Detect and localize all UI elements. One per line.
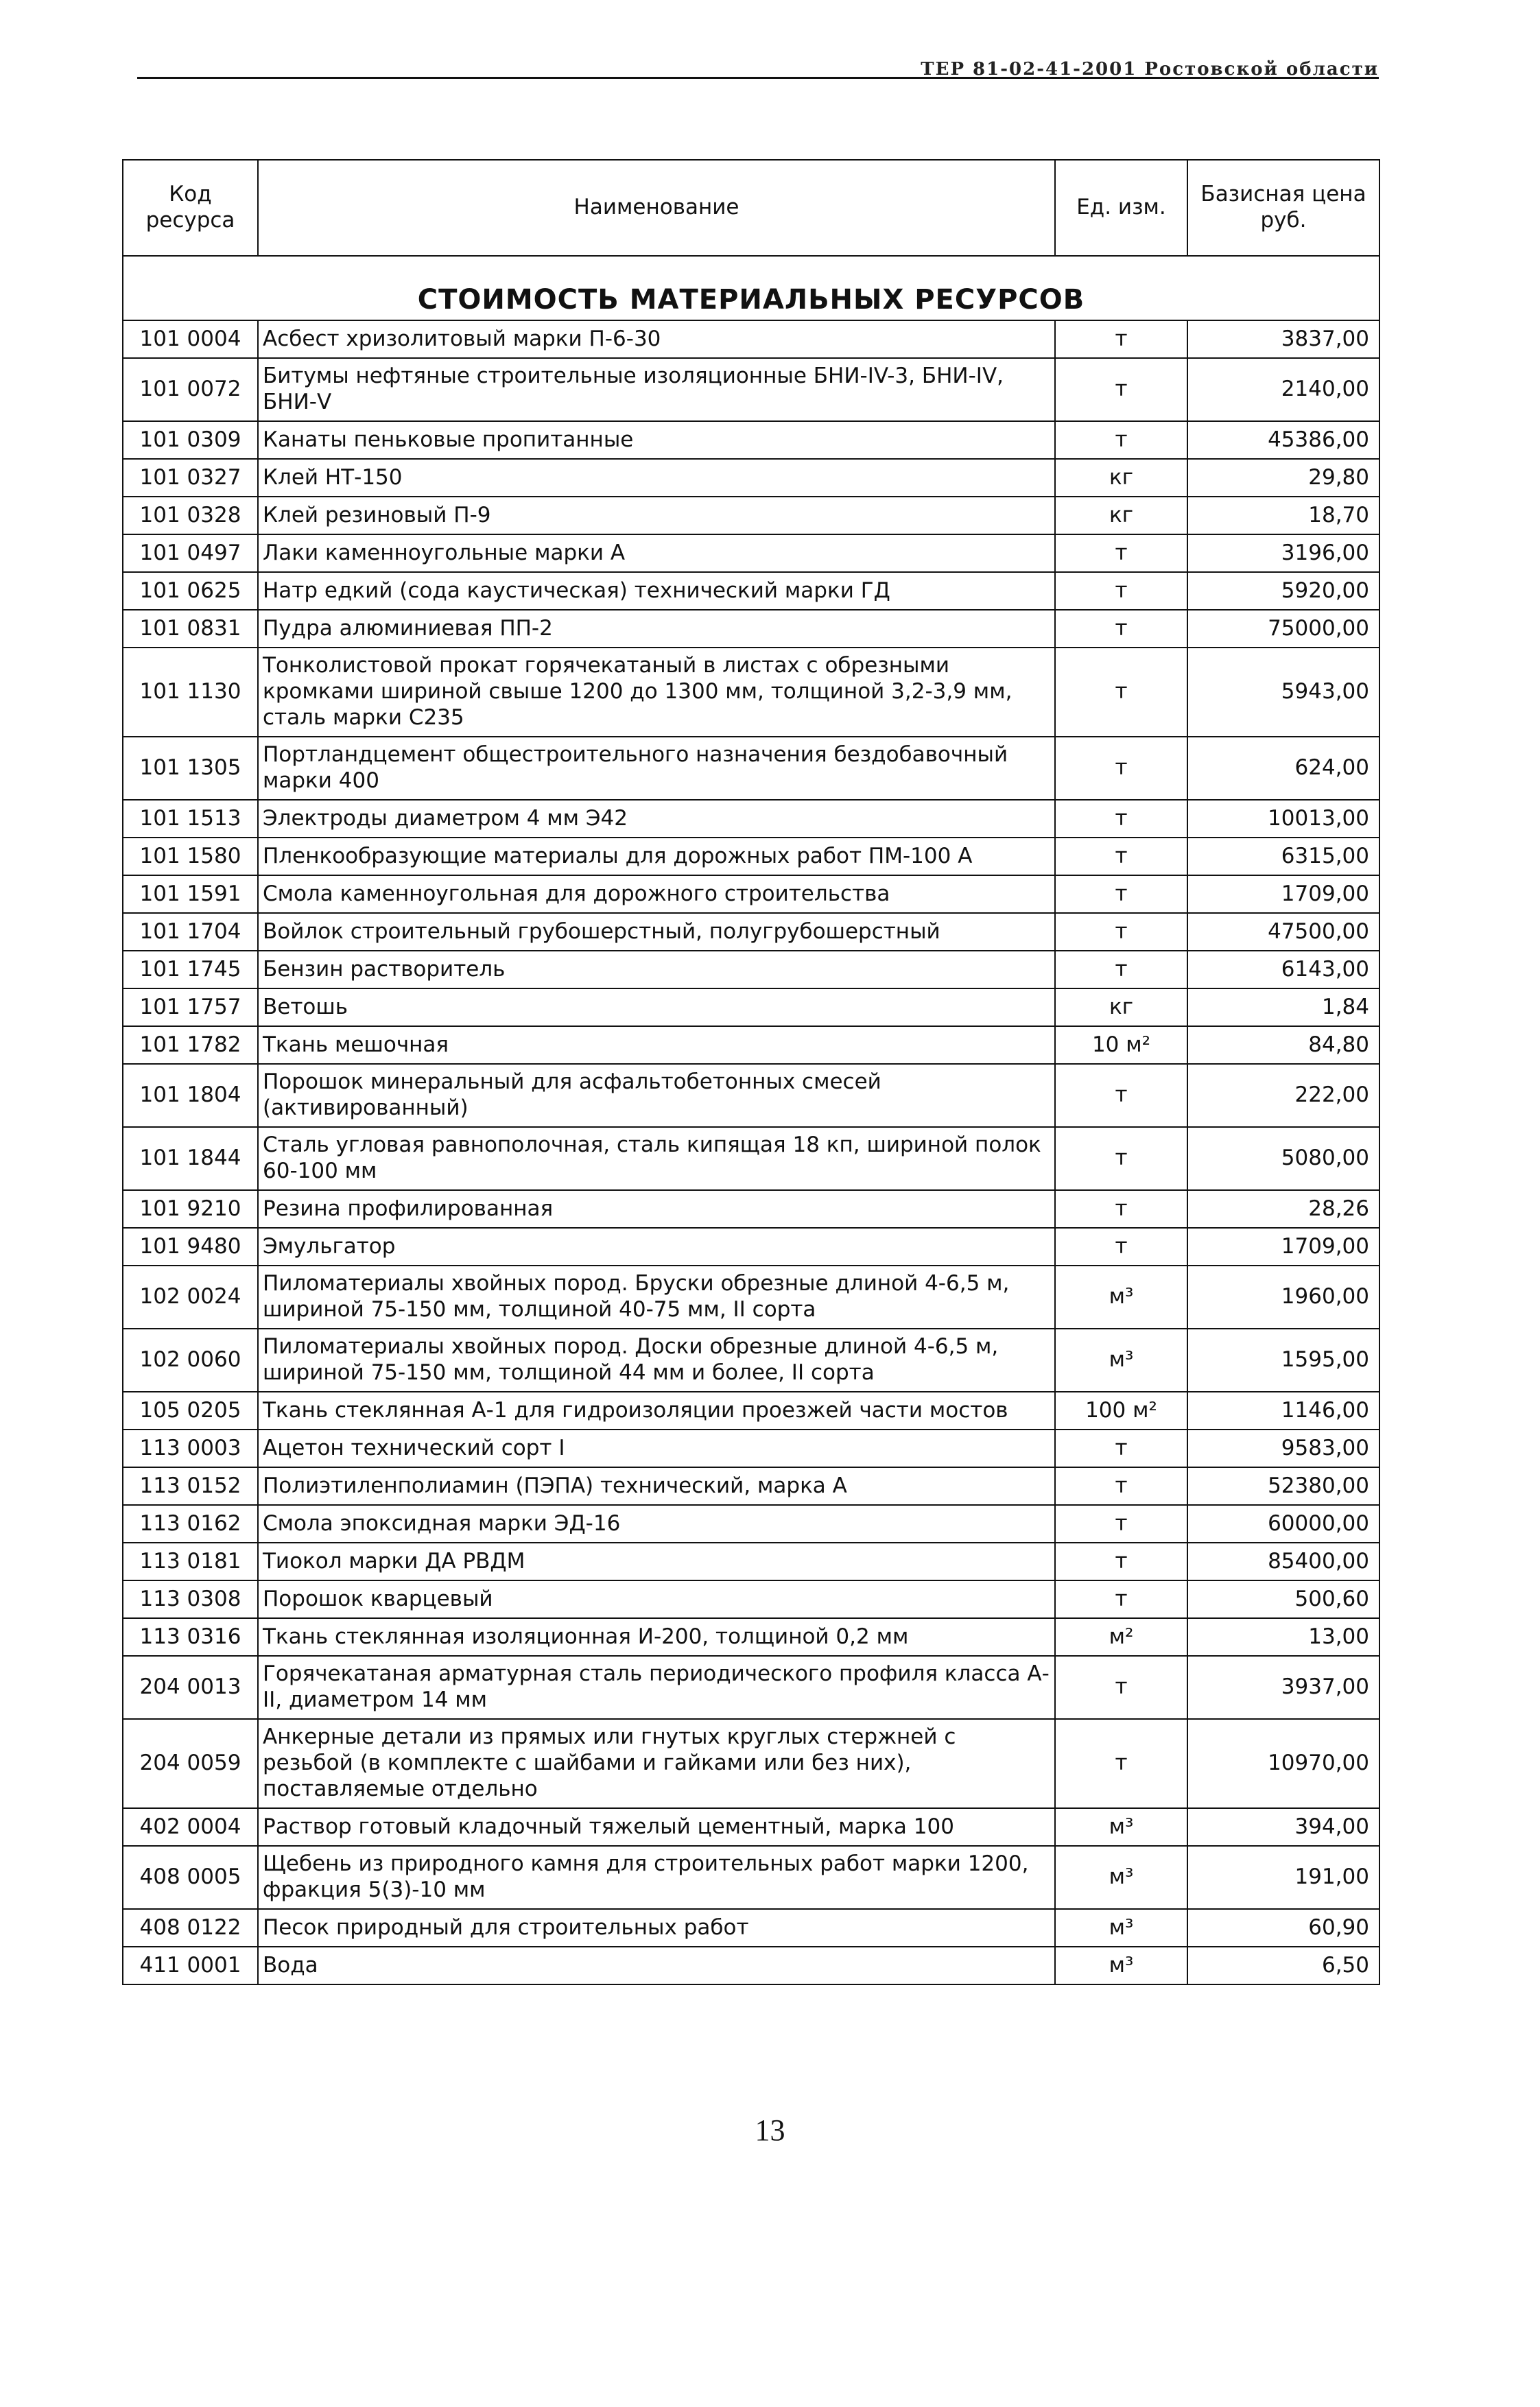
resource-price: 624,00 bbox=[1187, 737, 1379, 800]
table-row bbox=[123, 1846, 1379, 1909]
resource-unit: т bbox=[1055, 534, 1187, 572]
resource-code: 204 0059 bbox=[123, 1719, 258, 1808]
resource-price: 1709,00 bbox=[1187, 1228, 1379, 1266]
table-row bbox=[123, 838, 1379, 875]
table-row bbox=[123, 497, 1379, 534]
resource-code: 113 0003 bbox=[123, 1430, 258, 1467]
resource-price: 52380,00 bbox=[1187, 1467, 1379, 1505]
resource-code: 101 1580 bbox=[123, 838, 258, 875]
table-row bbox=[123, 1505, 1379, 1543]
header-price: Базисная цена руб. bbox=[1187, 160, 1379, 256]
resource-name: Битумы нефтяные строительные изоляционные БНИ-IV-3, БНИ-IV, БНИ-V bbox=[258, 358, 1055, 421]
resource-code: 101 0072 bbox=[123, 358, 258, 421]
resource-price: 6315,00 bbox=[1187, 838, 1379, 875]
table-row bbox=[123, 800, 1379, 838]
resource-unit: т bbox=[1055, 421, 1187, 459]
resource-name: Пиломатериалы хвойных пород. Доски обрезные длиной 4-6,5 м, шириной 75-150 мм, толщиной 44 мм и более, II сорта bbox=[258, 1329, 1055, 1392]
resource-name: Клей НТ-150 bbox=[258, 459, 1055, 497]
table-header-row bbox=[123, 160, 1379, 256]
resource-code: 411 0001 bbox=[123, 1947, 258, 1984]
resource-price: 1146,00 bbox=[1187, 1392, 1379, 1430]
resource-unit: т bbox=[1055, 1430, 1187, 1467]
table-row bbox=[123, 1392, 1379, 1430]
table-row bbox=[123, 1064, 1379, 1127]
resource-unit: т bbox=[1055, 1467, 1187, 1505]
resource-price: 45386,00 bbox=[1187, 421, 1379, 459]
resource-name: Пудра алюминиевая ПП-2 bbox=[258, 610, 1055, 648]
resource-code: 113 0181 bbox=[123, 1543, 258, 1580]
resource-unit: т bbox=[1055, 572, 1187, 610]
resource-name: Асбест хризолитовый марки П-6-30 bbox=[258, 320, 1055, 358]
table-row bbox=[123, 951, 1379, 988]
resource-unit: т bbox=[1055, 1656, 1187, 1719]
resource-price: 60,90 bbox=[1187, 1909, 1379, 1947]
resource-unit: 100 м² bbox=[1055, 1392, 1187, 1430]
resource-unit: т bbox=[1055, 320, 1187, 358]
resource-price: 1709,00 bbox=[1187, 875, 1379, 913]
resource-price: 1595,00 bbox=[1187, 1329, 1379, 1392]
resource-code: 101 0309 bbox=[123, 421, 258, 459]
resource-name: Порошок кварцевый bbox=[258, 1580, 1055, 1618]
resource-name: Эмульгатор bbox=[258, 1228, 1055, 1266]
resource-price: 28,26 bbox=[1187, 1190, 1379, 1228]
resource-unit: м³ bbox=[1055, 1266, 1187, 1329]
table-row bbox=[123, 737, 1379, 800]
resource-price: 60000,00 bbox=[1187, 1505, 1379, 1543]
header-unit: Ед. изм. bbox=[1055, 160, 1187, 256]
resource-code: 101 1704 bbox=[123, 913, 258, 951]
resource-price: 10970,00 bbox=[1187, 1719, 1379, 1808]
resource-code: 113 0162 bbox=[123, 1505, 258, 1543]
resource-unit: т bbox=[1055, 1580, 1187, 1618]
table-row bbox=[123, 1228, 1379, 1266]
resource-name: Канаты пеньковые пропитанные bbox=[258, 421, 1055, 459]
resource-code: 101 1844 bbox=[123, 1127, 258, 1190]
resource-unit: т bbox=[1055, 1543, 1187, 1580]
resource-code: 101 0327 bbox=[123, 459, 258, 497]
resource-unit: т bbox=[1055, 1228, 1187, 1266]
table-row bbox=[123, 459, 1379, 497]
resource-name: Тонколистовой прокат горячекатаный в листах с обрезными кромками шириной свыше 1200 до 1300 мм, толщиной 3,2-3,9 мм, сталь марки С235 bbox=[258, 648, 1055, 737]
resource-price: 6143,00 bbox=[1187, 951, 1379, 988]
resource-unit: т bbox=[1055, 1190, 1187, 1228]
header-code: Код ресурса bbox=[123, 160, 258, 256]
resource-price: 3937,00 bbox=[1187, 1656, 1379, 1719]
table-row bbox=[123, 1909, 1379, 1947]
resource-name: Войлок строительный грубошерстный, полугрубошерстный bbox=[258, 913, 1055, 951]
resource-price: 75000,00 bbox=[1187, 610, 1379, 648]
resource-unit: м² bbox=[1055, 1618, 1187, 1656]
resource-name: Ткань стеклянная изоляционная И-200, толщиной 0,2 мм bbox=[258, 1618, 1055, 1656]
resource-code: 101 9480 bbox=[123, 1228, 258, 1266]
resource-unit: т bbox=[1055, 610, 1187, 648]
resource-unit: т bbox=[1055, 648, 1187, 737]
table-row bbox=[123, 1719, 1379, 1808]
table-row bbox=[123, 1329, 1379, 1392]
resource-unit: т bbox=[1055, 1064, 1187, 1127]
resource-price: 3196,00 bbox=[1187, 534, 1379, 572]
resource-name: Анкерные детали из прямых или гнутых круглых стержней с резьбой (в комплекте с шайбами и гайками или без них), поставляемые отдельно bbox=[258, 1719, 1055, 1808]
resource-code: 101 1757 bbox=[123, 988, 258, 1026]
resource-code: 113 0316 bbox=[123, 1618, 258, 1656]
resource-code: 101 1804 bbox=[123, 1064, 258, 1127]
resource-unit: т bbox=[1055, 737, 1187, 800]
resource-price: 191,00 bbox=[1187, 1846, 1379, 1909]
resource-code: 101 0625 bbox=[123, 572, 258, 610]
resource-price: 5080,00 bbox=[1187, 1127, 1379, 1190]
resource-unit: т bbox=[1055, 838, 1187, 875]
resource-name: Ткань мешочная bbox=[258, 1026, 1055, 1064]
table-row bbox=[123, 1430, 1379, 1467]
resource-unit: т bbox=[1055, 913, 1187, 951]
resource-unit: кг bbox=[1055, 988, 1187, 1026]
table-row bbox=[123, 913, 1379, 951]
resource-name: Лаки каменноугольные марки А bbox=[258, 534, 1055, 572]
table-row bbox=[123, 1580, 1379, 1618]
resource-unit: т bbox=[1055, 800, 1187, 838]
resource-unit: т bbox=[1055, 1719, 1187, 1808]
table-row bbox=[123, 358, 1379, 421]
resource-code: 101 1591 bbox=[123, 875, 258, 913]
resource-name: Песок природный для строительных работ bbox=[258, 1909, 1055, 1947]
resource-name: Ветошь bbox=[258, 988, 1055, 1026]
table-row bbox=[123, 421, 1379, 459]
resource-name: Ацетон технический сорт I bbox=[258, 1430, 1055, 1467]
page-number: 13 bbox=[755, 2113, 785, 2147]
table-row bbox=[123, 1947, 1379, 1984]
resource-name: Вода bbox=[258, 1947, 1055, 1984]
resource-name: Сталь угловая равнополочная, сталь кипящая 18 кп, шириной полок 60-100 мм bbox=[258, 1127, 1055, 1190]
resource-name: Электроды диаметром 4 мм Э42 bbox=[258, 800, 1055, 838]
resource-name: Горячекатаная арматурная сталь периодического профиля класса А-II, диаметром 14 мм bbox=[258, 1656, 1055, 1719]
table-row bbox=[123, 648, 1379, 737]
resource-name: Смола каменноугольная для дорожного строительства bbox=[258, 875, 1055, 913]
resource-unit: м³ bbox=[1055, 1909, 1187, 1947]
resource-unit: т bbox=[1055, 1127, 1187, 1190]
materials-price-table bbox=[122, 159, 1380, 1985]
resource-price: 1960,00 bbox=[1187, 1266, 1379, 1329]
resource-code: 113 0152 bbox=[123, 1467, 258, 1505]
resource-price: 3837,00 bbox=[1187, 320, 1379, 358]
resource-price: 1,84 bbox=[1187, 988, 1379, 1026]
resource-name: Натр едкий (сода каустическая) технический марки ГД bbox=[258, 572, 1055, 610]
table-row bbox=[123, 1543, 1379, 1580]
resource-name: Клей резиновый П-9 bbox=[258, 497, 1055, 534]
resource-code: 102 0024 bbox=[123, 1266, 258, 1329]
table-row bbox=[123, 875, 1379, 913]
section-title: СТОИМОСТЬ МАТЕРИАЛЬНЫХ РЕСУРСОВ bbox=[123, 256, 1379, 320]
resource-code: 402 0004 bbox=[123, 1808, 258, 1846]
resource-name: Порошок минеральный для асфальтобетонных смесей (активированный) bbox=[258, 1064, 1055, 1127]
table-row bbox=[123, 1266, 1379, 1329]
resource-code: 408 0122 bbox=[123, 1909, 258, 1947]
resource-unit: т bbox=[1055, 1505, 1187, 1543]
resource-code: 113 0308 bbox=[123, 1580, 258, 1618]
table-row bbox=[123, 988, 1379, 1026]
resource-price: 222,00 bbox=[1187, 1064, 1379, 1127]
table-row bbox=[123, 1026, 1379, 1064]
resource-name: Полиэтиленполиамин (ПЭПА) технический, марка А bbox=[258, 1467, 1055, 1505]
resource-price: 85400,00 bbox=[1187, 1543, 1379, 1580]
resource-unit: м³ bbox=[1055, 1846, 1187, 1909]
resource-price: 13,00 bbox=[1187, 1618, 1379, 1656]
resource-code: 101 1782 bbox=[123, 1026, 258, 1064]
resource-unit: кг bbox=[1055, 459, 1187, 497]
resource-name: Портландцемент общестроительного назначения бездобавочный марки 400 bbox=[258, 737, 1055, 800]
resource-unit: т bbox=[1055, 358, 1187, 421]
resource-name: Бензин растворитель bbox=[258, 951, 1055, 988]
table-row bbox=[123, 1808, 1379, 1846]
resource-price: 6,50 bbox=[1187, 1947, 1379, 1984]
resource-price: 47500,00 bbox=[1187, 913, 1379, 951]
table-row bbox=[123, 610, 1379, 648]
table-row bbox=[123, 534, 1379, 572]
resource-unit: м³ bbox=[1055, 1808, 1187, 1846]
resource-name: Резина профилированная bbox=[258, 1190, 1055, 1228]
table-row bbox=[123, 1656, 1379, 1719]
resource-price: 29,80 bbox=[1187, 459, 1379, 497]
resource-price: 9583,00 bbox=[1187, 1430, 1379, 1467]
resource-name: Пиломатериалы хвойных пород. Бруски обрезные длиной 4-6,5 м, шириной 75-150 мм, толщиной 40-75 мм, II сорта bbox=[258, 1266, 1055, 1329]
resource-name: Тиокол марки ДА РВДМ bbox=[258, 1543, 1055, 1580]
resource-code: 204 0013 bbox=[123, 1656, 258, 1719]
resource-price: 10013,00 bbox=[1187, 800, 1379, 838]
resource-price: 500,60 bbox=[1187, 1580, 1379, 1618]
resource-code: 101 0004 bbox=[123, 320, 258, 358]
resource-unit: т bbox=[1055, 951, 1187, 988]
resource-name: Пленкообразующие материалы для дорожных работ ПМ-100 А bbox=[258, 838, 1055, 875]
resource-code: 101 9210 bbox=[123, 1190, 258, 1228]
resource-name: Раствор готовый кладочный тяжелый цементный, марка 100 bbox=[258, 1808, 1055, 1846]
resource-name: Щебень из природного камня для строительных работ марки 1200, фракция 5(3)-10 мм bbox=[258, 1846, 1055, 1909]
table-row bbox=[123, 572, 1379, 610]
resource-price: 394,00 bbox=[1187, 1808, 1379, 1846]
resource-code: 101 1745 bbox=[123, 951, 258, 988]
header-caption: ТЕР 81-02-41-2001 Ростовской области bbox=[921, 59, 1379, 80]
resource-unit: т bbox=[1055, 875, 1187, 913]
resource-unit: м³ bbox=[1055, 1329, 1187, 1392]
resource-code: 102 0060 bbox=[123, 1329, 258, 1392]
resource-price: 2140,00 bbox=[1187, 358, 1379, 421]
section-title-row bbox=[123, 256, 1379, 320]
table-row bbox=[123, 1467, 1379, 1505]
resource-code: 105 0205 bbox=[123, 1392, 258, 1430]
resource-code: 408 0005 bbox=[123, 1846, 258, 1909]
resource-code: 101 0328 bbox=[123, 497, 258, 534]
resource-code: 101 0497 bbox=[123, 534, 258, 572]
resource-unit: кг bbox=[1055, 497, 1187, 534]
table-row bbox=[123, 320, 1379, 358]
resource-unit: м³ bbox=[1055, 1947, 1187, 1984]
resource-code: 101 1130 bbox=[123, 648, 258, 737]
resource-code: 101 1513 bbox=[123, 800, 258, 838]
resource-price: 5943,00 bbox=[1187, 648, 1379, 737]
resource-code: 101 1305 bbox=[123, 737, 258, 800]
resource-name: Смола эпоксидная марки ЭД-16 bbox=[258, 1505, 1055, 1543]
table-row bbox=[123, 1127, 1379, 1190]
resource-price: 84,80 bbox=[1187, 1026, 1379, 1064]
table-row bbox=[123, 1618, 1379, 1656]
resource-price: 5920,00 bbox=[1187, 572, 1379, 610]
table-row bbox=[123, 1190, 1379, 1228]
resource-name: Ткань стеклянная А-1 для гидроизоляции проезжей части мостов bbox=[258, 1392, 1055, 1430]
resource-code: 101 0831 bbox=[123, 610, 258, 648]
header-name: Наименование bbox=[258, 160, 1055, 256]
resource-unit: 10 м² bbox=[1055, 1026, 1187, 1064]
resource-price: 18,70 bbox=[1187, 497, 1379, 534]
